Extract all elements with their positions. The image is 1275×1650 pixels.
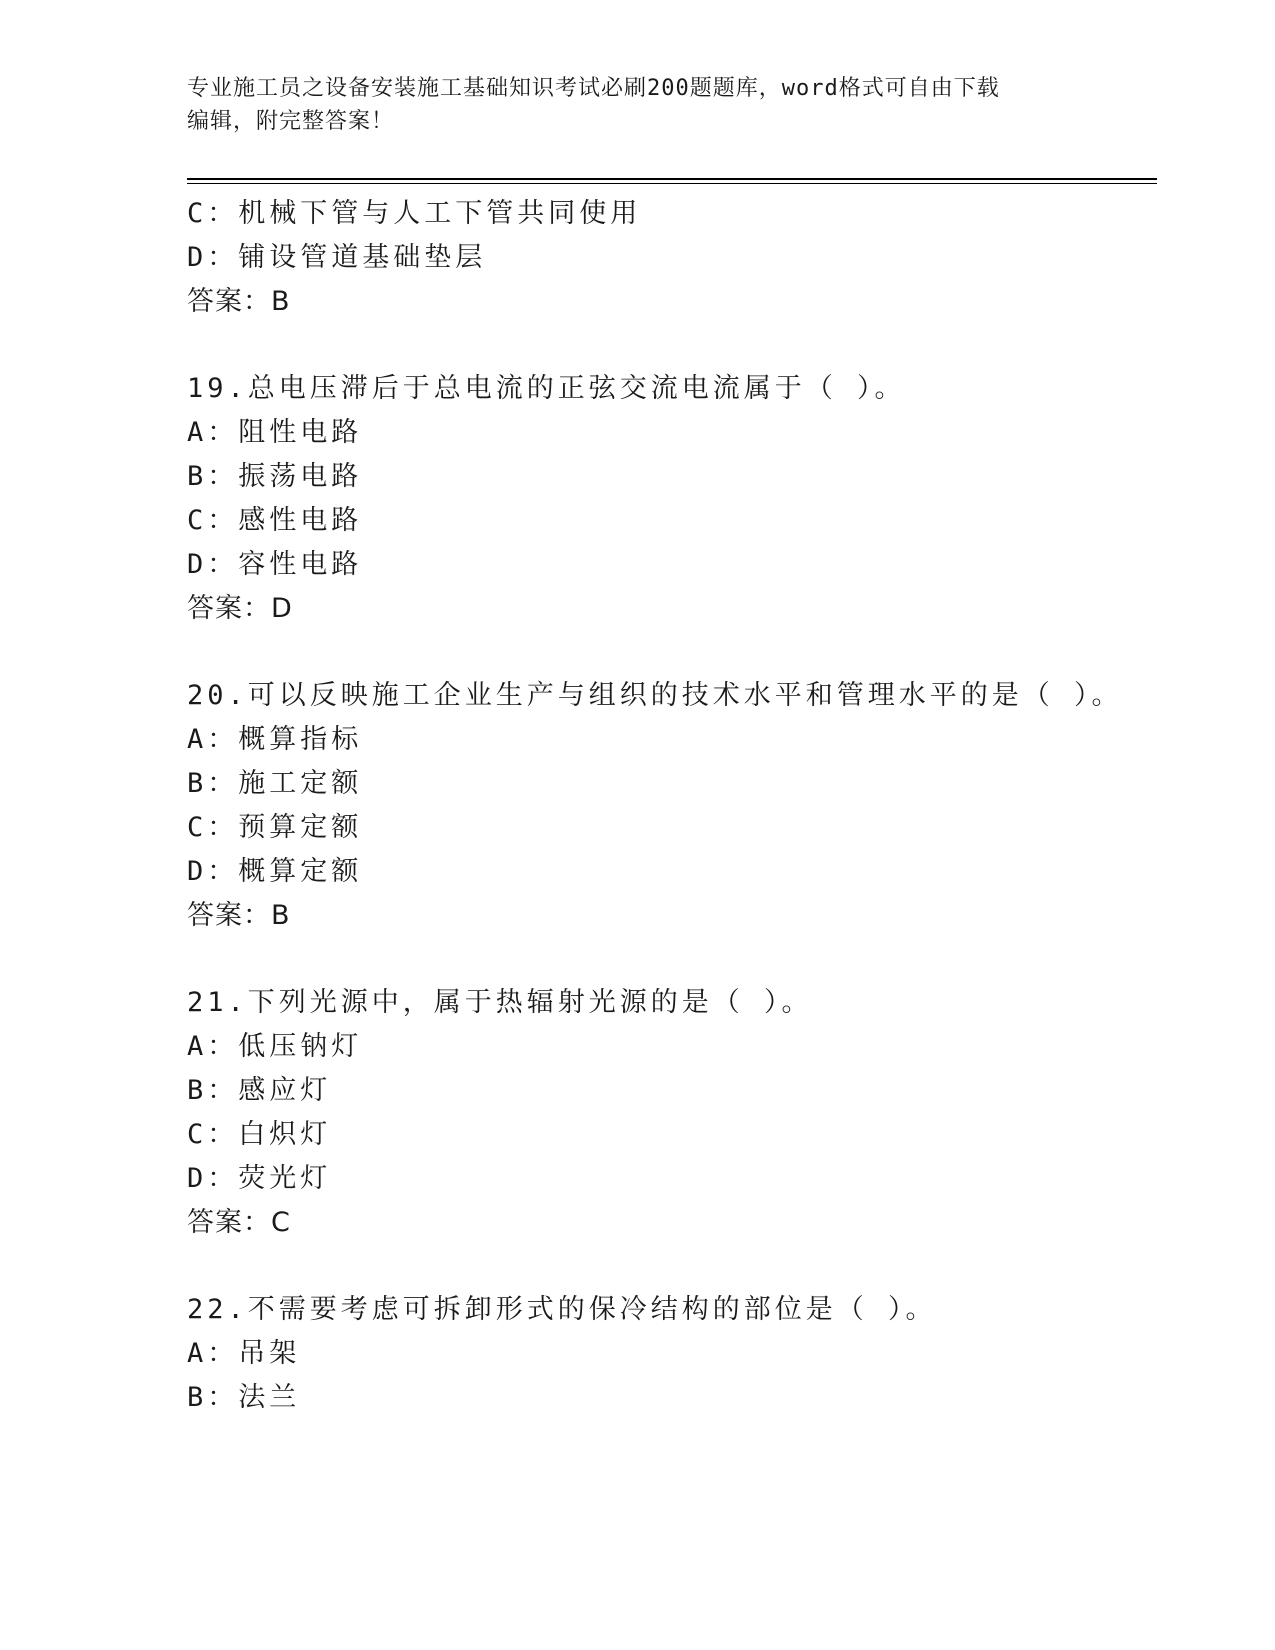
answer-line: 答案：C (187, 1207, 291, 1238)
header-rule-thin (187, 183, 1157, 184)
answer-line: 答案：B (187, 286, 291, 317)
option-line: B：感应灯 (187, 1075, 332, 1106)
header-line-1: 专业施工员之设备安装施工基础知识考试必刷200题题库，word格式可自由下载 (187, 76, 1000, 101)
question-line: 22.不需要考虑可拆卸形式的保冷结构的部位是（ ）。 (187, 1294, 937, 1325)
option-line: B：振荡电路 (187, 461, 363, 492)
option-line: C：感性电路 (187, 505, 363, 536)
question-line: 21.下列光源中，属于热辐射光源的是（ ）。 (187, 987, 813, 1018)
document-header (187, 72, 1087, 138)
option-line: A：阻性电路 (187, 417, 363, 448)
answer-line: 答案：B (187, 900, 291, 931)
option-line: A：概算指标 (187, 724, 363, 755)
option-line: D：铺设管道基础垫层 (187, 242, 487, 273)
option-line: C：机械下管与人工下管共同使用 (187, 198, 642, 229)
question-line: 20.可以反映施工企业生产与组织的技术水平和管理水平的是（ ）。 (187, 680, 1123, 711)
option-line: D：容性电路 (187, 549, 363, 580)
question-line: 19.总电压滞后于总电流的正弦交流电流属于（ ）。 (187, 373, 906, 404)
header-line-2: 编辑，附完整答案！ (187, 109, 395, 134)
answer-line: 答案：D (187, 593, 293, 624)
option-line: A：低压钠灯 (187, 1031, 363, 1062)
option-line: B：施工定额 (187, 768, 363, 799)
option-line: A：吊架 (187, 1338, 301, 1369)
option-line: C：预算定额 (187, 812, 363, 843)
option-line: D：荧光灯 (187, 1163, 332, 1194)
option-line: B：法兰 (187, 1382, 301, 1413)
option-line: C：白炽灯 (187, 1119, 332, 1150)
header-rule-thick (187, 178, 1157, 180)
option-line: D：概算定额 (187, 856, 363, 887)
